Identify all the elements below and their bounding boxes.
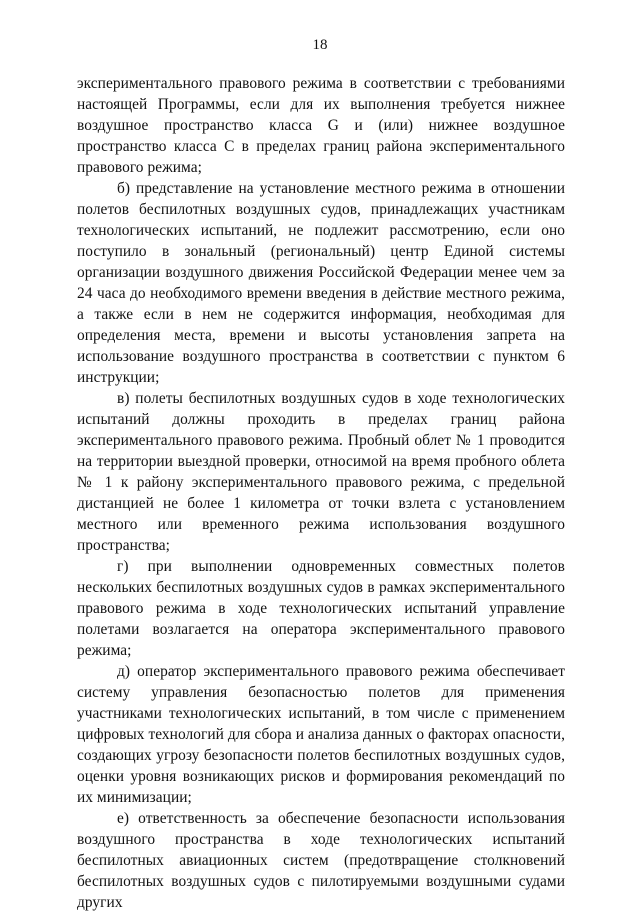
paragraph-continuation: экспериментального правового режима в соответствии с требованиями настоящей Программы, если для их выполнения требуется нижнее воздушное пространство класса G и (или) нижнее воздушное пространство класса С в пределах границ района экспериментального правового режима;	[77, 75, 565, 176]
paragraph-e: е) ответственность за обеспечение безопасности использования воздушного пространства в ходе технологических испытаний беспилотных авиационных систем (предотвращение столкновений беспилотных воздушных судов с пилотируемыми воздушными судами других	[77, 810, 565, 911]
paragraph-g: г) при выполнении одновременных совместных полетов нескольких беспилотных воздушных судов в рамках экспериментального правового режима в ходе технологических испытаний управление полетами возлагается на оператора экспериментального правового режима;	[77, 558, 565, 659]
paragraph-v: в) полеты беспилотных воздушных судов в ходе технологических испытаний должны проходить в пределах границ района экспериментального правового режима. Пробный облет № 1 проводится на территории выездной проверки, относимой на время пробного облета № 1 к району экспериментального правового режима, с предельной дистанцией не более 1 километра от точки взлета с установлением местного или временного режима использования воздушного пространства;	[77, 390, 565, 554]
document-body	[77, 73, 565, 913]
page-number: 18	[312, 37, 328, 53]
paragraph-b: б) представление на установление местного режима в отношении полетов беспилотных воздушных судов, принадлежащих участникам технологических испытаний, не подлежит рассмотрению, если оно поступило в зональный (региональный) центр Единой системы организации воздушного движения Российской Федерации менее чем за 24 часа до необходимого времени введения в действие местного режима, а также если в нем не содержится информация, необходимая для определения места, времени и высоты установления запрета на использование воздушного пространства в соответствии с пунктом 6 инструкции;	[77, 180, 565, 386]
paragraph-d: д) оператор экспериментального правового режима обеспечивает систему управления безопасностью полетов для применения участниками технологических испытаний, в том числе с применением цифровых технологий для сбора и анализа данных о факторах опасности, создающих угрозу безопасности полетов беспилотных воздушных судов, оценки уровня возникающих рисков и формирования рекомендаций по их минимизации;	[77, 663, 565, 806]
